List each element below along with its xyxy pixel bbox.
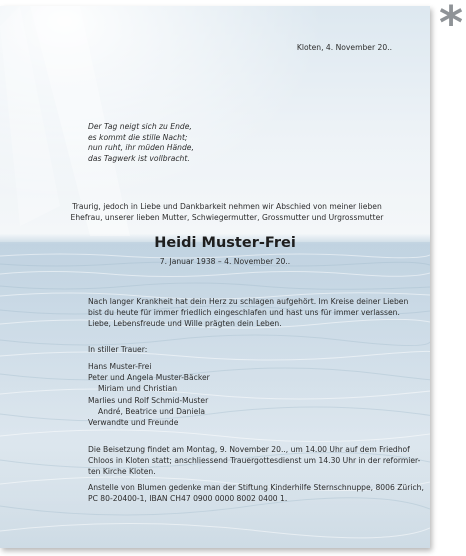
mourner-line: Peter und Angela Muster-Bäcker [88, 373, 210, 383]
poem-line: Der Tag neigt sich zu Ende, [88, 122, 192, 131]
mourner-line: Hans Muster-Frei [88, 362, 152, 371]
intro-line: Traurig, jedoch in Liebe und Dankbarkeit nehmen wir Abschied von meiner lieben [72, 202, 382, 211]
place-date: Kloten, 4. November 20.. [296, 43, 392, 52]
deceased-name: Heidi Muster-Frei [154, 235, 296, 251]
poem-line: es kommt die stille Nacht; [88, 132, 188, 142]
funeral-info [88, 444, 420, 478]
intro-text [62, 201, 392, 223]
poem-line: das Tagwerk ist vollbracht. [88, 153, 190, 163]
mourner-line: Marlies und Rolf Schmid-Muster [88, 395, 209, 405]
mourner-line: André, Beatrice und Daniela [98, 406, 206, 416]
mourners-list [88, 361, 210, 428]
mourner-line: Miriam und Christian [98, 384, 178, 394]
donation-info [88, 482, 424, 504]
intro-line: Ehefrau, unserer lieben Mutter, Schwiegermutter, Grossmutter und Urgrossmutter [70, 213, 384, 223]
funeral-line: ten Kirche Kloten. [88, 467, 156, 477]
poem [88, 122, 194, 164]
donation-line: PC 80-20400-1, IBAN CH47 0900 0000 8002 0400 1. [88, 494, 288, 504]
obituary-card [0, 6, 430, 548]
donation-line: Anstelle von Blumen gedenke man der Stiftung Kinderhilfe Sternschnuppe, 8006 Zürich, [88, 483, 424, 492]
funeral-line: Chloos in Kloten statt; anschliessend Trauergottesdienst um 14.30 Uhr in der reformier- [88, 456, 421, 466]
mourner-line: Verwandte und Freunde [88, 418, 179, 428]
tribute-line: Liebe, Lebensfreude und Wille prägten dein Leben. [88, 319, 282, 329]
tribute-text [88, 296, 408, 330]
tribute-line: bist du heute für immer friedlich eingeschlafen und hast uns für immer verlassen. [88, 308, 400, 318]
asterisk-symbol: * [438, 0, 464, 50]
life-dates: 7. Januar 1938 – 4. November 20.. [159, 257, 291, 266]
funeral-line: Die Beisetzung findet am Montag, 9. November 20.., um 14.00 Uhr auf dem Friedhof [88, 445, 410, 454]
poem-line: nun ruht, ihr müden Hände, [88, 143, 194, 153]
tribute-line: Nach langer Krankheit hat dein Herz zu schlagen aufgehört. Im Kreise deiner Lieben [88, 297, 409, 306]
mourners-heading: In stiller Trauer: [88, 345, 148, 354]
